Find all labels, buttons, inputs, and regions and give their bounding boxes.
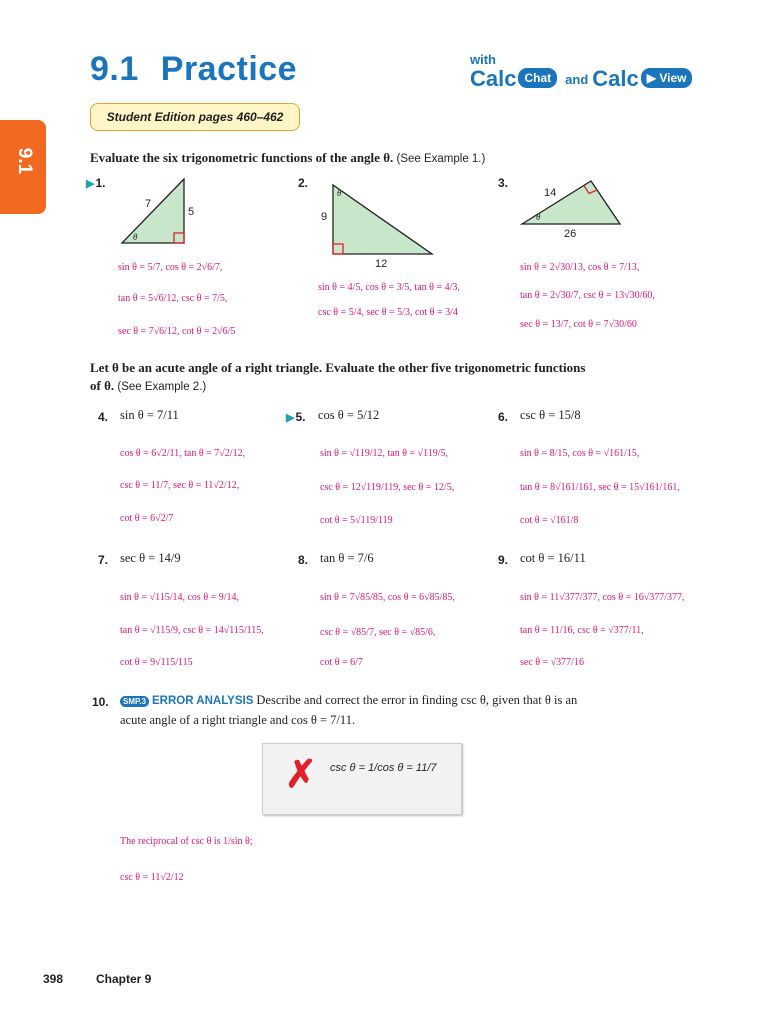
problem-7-given: sec θ = 14/9 [120,551,181,565]
problem-8-number: 8. [298,553,309,567]
problem-5-answer-line-3: cot θ = 5√119/119 [320,515,393,526]
problem-1-answer-line-3: sec θ = 7√6/12, cot θ = 2√6/5 [118,326,236,337]
section-side-tab-label: 9.1 [14,147,35,175]
triangle-3-diagram [518,176,628,228]
problem-4-answer-line-1: cos θ = 6√2/11, tan θ = 7√2/12, [120,448,246,459]
problem-8-answer-line-2: csc θ = √85/7, sec θ = √85/6, [320,627,436,638]
problem-8-given: tan θ = 7/6 [320,551,374,565]
problem-4-answer-line-2: csc θ = 11/7, sec θ = 11√2/12, [120,480,240,491]
triangle-1-diagram [115,175,195,247]
calc-links [470,66,696,92]
chapter-label: Chapter 9 [96,972,152,986]
problem-5-given: cos θ = 5/12 [318,408,380,422]
calc-and-label: and [565,71,589,87]
section-side-tab [0,120,46,214]
problem-7-answer-line-3: cot θ = 9√115/115 [120,657,193,668]
triangle-3-side-hyp: 26 [564,228,577,240]
smp-badge: SMP.3 [120,696,149,707]
instruction-1-see: (See Example 1.) [396,153,486,165]
calc-with-label: with [470,52,496,67]
triangle-3-side-leg: 14 [544,187,557,199]
instruction-2-see: (See Example 2.) [117,381,207,393]
triangle-1-theta: θ [133,232,138,242]
triangle-3-theta: θ [536,212,541,222]
problem-1-answer-line-1: sin θ = 5/7, cos θ = 2√6/7, [118,262,223,273]
problem-5-answer-line-2: csc θ = 12√119/119, sec θ = 12/5, [320,482,455,493]
error-equation: csc θ = 1/cos θ = 11/7 [330,762,437,774]
problem-6-number: 6. [498,410,509,424]
student-edition-pages-box: Student Edition pages 460–462 [90,103,300,131]
tutorial-arrow-icon[interactable]: ▶ [86,178,95,190]
problem-3-answer-line-3: sec θ = 13/7, cot θ = 7√30/60 [520,319,637,330]
problem-9-answer-line-2: tan θ = 11/16, csc θ = √377/11, [520,625,644,636]
problem-9-answer-line-1: sin θ = 11√377/377, cos θ = 16√377/377, [520,592,685,603]
instruction-2-line-1: Let θ be an acute angle of a right triangle. Evaluate the other five trigonometric functions [90,360,586,375]
problem-10-line-2: acute angle of a right triangle and cos θ = 7/11. [120,713,356,727]
instruction-2-line-2 [90,378,206,394]
problem-3-number: 3. [498,176,509,190]
problem-6-given: csc θ = 15/8 [520,408,581,422]
problem-4-answer-line-3: cot θ = 6√2/7 [120,513,174,524]
problem-8-answer-line-1: sin θ = 7√85/85, cos θ = 6√85/85, [320,592,455,603]
problem-6-answer-line-1: sin θ = 8/15, cos θ = √161/15, [520,448,640,459]
page-number: 398 [43,972,64,986]
calc-chat-word: Calc [470,66,517,91]
problem-7-answer-line-1: sin θ = √115/14, cos θ = 9/14, [120,592,240,603]
triangle-2-theta: θ [337,188,342,198]
problem-2-number: 2. [298,176,309,190]
triangle-1-side-hyp: 7 [145,198,152,210]
problem-10-answer-line-1: The reciprocal of csc θ is 1/sin θ; [120,836,253,847]
triangle-2-diagram [326,180,436,258]
problem-7-answer-line-2: tan θ = √115/9, csc θ = 14√115/115, [120,625,264,636]
triangle-2-side-base: 12 [375,258,388,270]
problem-9-answer-line-3: sec θ = √377/16 [520,657,584,668]
tutorial-arrow-icon[interactable]: ▶ [286,412,295,424]
problem-1-number: ▶1. [86,176,106,190]
instruction-1-text: Evaluate the six trigonometric functions of the angle θ. [90,150,394,165]
page-title [90,50,297,89]
problem-8-answer-line-3: cot θ = 6/7 [320,657,363,668]
problem-10-number: 10. [92,695,109,709]
problem-10-line-1-text: Describe and correct the error in finding csc θ, given that θ is an [256,693,578,707]
instruction-2-line-2-text: of θ. [90,378,115,393]
problem-2-answer-line-1: sin θ = 4/5, cos θ = 3/5, tan θ = 4/3, [318,282,460,293]
problem-10-line-1 [120,693,577,708]
triangle-2-side-vert: 9 [321,211,328,223]
problem-3-answer-line-2: tan θ = 2√30/7, csc θ = 13√30/60, [520,290,655,301]
instruction-1 [90,150,485,166]
problem-1-answer-line-2: tan θ = 5√6/12, csc θ = 7/5, [118,293,228,304]
play-icon: ▶ [646,71,656,85]
calc-view-button[interactable] [641,68,693,88]
problem-7-number: 7. [98,553,109,567]
triangle-1-side-opp: 5 [188,206,195,218]
problem-10-answer-line-2: csc θ = 11√2/12 [120,872,184,883]
error-analysis-label: ERROR ANALYSIS [151,695,254,707]
problem-9-number: 9. [498,553,509,567]
problem-5-answer-line-1: sin θ = √119/12, tan θ = √119/5, [320,448,449,459]
triangle-2-shape [333,185,432,254]
problem-2-answer-line-2: csc θ = 5/4, sec θ = 5/3, cot θ = 3/4 [318,307,458,318]
calc-view-word: Calc [592,66,639,91]
problem-6-answer-line-2: tan θ = 8√161/161, sec θ = 15√161/161, [520,482,680,493]
title-word: Practice [160,50,298,88]
problem-3-answer-line-1: sin θ = 2√30/13, cos θ = 7/13, [520,262,640,273]
calc-view-label: View [659,71,687,85]
problem-4-number: 4. [98,410,109,424]
problem-4-given: sin θ = 7/11 [120,408,179,422]
problem-9-given: cot θ = 16/11 [520,551,586,565]
problem-5-number: ▶5. [286,410,306,424]
calc-chat-button[interactable]: Chat [518,68,557,88]
title-number: 9.1 [90,50,139,88]
problem-6-answer-line-3: cot θ = √161/8 [520,515,579,526]
error-x-icon: ✗ [285,754,317,796]
